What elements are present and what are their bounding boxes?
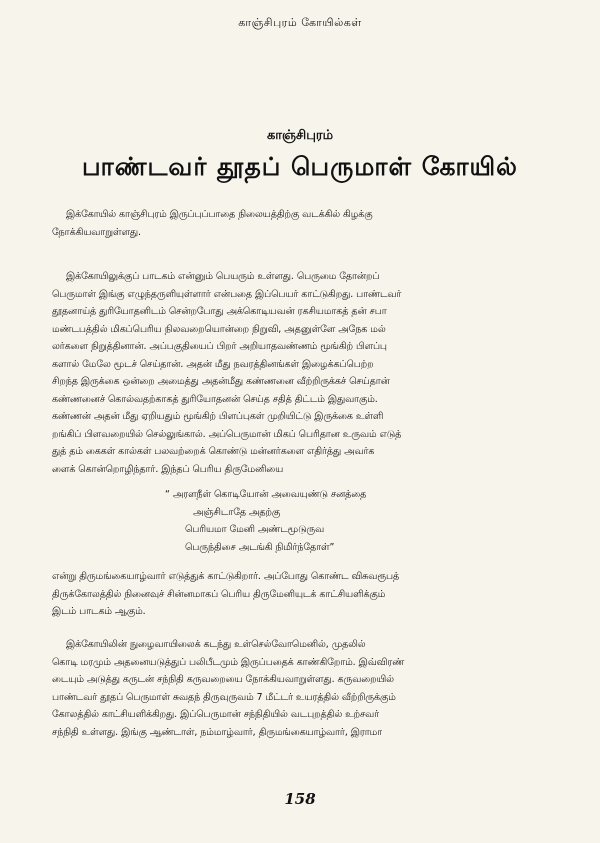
verse-line: பெருந்திசை அடங்கி நிமிர்ந்தோள்” [185, 541, 335, 553]
running-header: காஞ்சிபுரம் கோயில்கள் [238, 16, 362, 29]
paragraph-2 [52, 268, 558, 478]
verse-line: அஞ்சிடாதே அதற்கு [193, 506, 281, 518]
verse-line: “ அரளநீள் கொடியோன் அவையுண்டு சனத்தை [165, 489, 367, 500]
paragraph-line: சந்நிதி உள்ளது. இங்கு ஆண்டாள், நம்மாழ்வார், திருமங்கையாழ்வார், இராமா [52, 726, 383, 738]
paragraph-line: தூதனாய்த் துரியோதனிடம் சென்றபோது அக்கொடியவன் ரகசியமாகத் தன் சபா [52, 306, 387, 317]
paragraph-line: துத் தம் கைகள் கால்கள் பலவற்றைக் கொண்டு மன்னர்களை எதிர்த்து அவர்க [52, 446, 375, 457]
paragraph-line: இக்கோயிலுக்குப் பாடகம் என்னும் பெயரும் உள்ளது. பெருமை தோன்றப் [66, 271, 380, 282]
verse-line: பெரியமா மேனி அண்டமூடுருவ [185, 524, 325, 535]
paragraph-line: இடம் பாடகம் ஆகும். [52, 606, 146, 617]
paragraph-line: களால் மேலே மூடச் செய்தான். அதன் மீது நவரத்தினங்கள் இழைக்கப்பெற்ற [52, 358, 374, 370]
paragraph-line: மண்டபத்தில் மிகப்பெரிய நிலவறையொன்றை நிறுவி, அதனுள்ளே அநேக மல் [52, 323, 386, 335]
paragraph-1 [52, 206, 558, 241]
paragraph-3 [52, 568, 558, 621]
paragraph-line: பெருமாள் இங்கு எழுந்தருளியுள்ளார் என்பதை இப்பெயர் காட்டுகிறது. பாண்டவர் [52, 288, 402, 300]
paragraph-line: சிறந்த இருக்கை ஒன்றை அமைத்து அதன்மீது கண்ணனை வீற்றிருக்கச் செய்தான் [52, 376, 390, 387]
paragraph-line: கொடி மரமும் அதனையடுத்துப் பலிபீடமும் இருப்பதைக் காண்கிறோம். இவ்விரண் [52, 656, 405, 668]
page-number: 158 [284, 790, 316, 808]
paragraph-line: பாண்டவர் தூதப் பெருமாள் சுவதந் திருவுருவம் 7 மீட்டர் உயரத்தில் வீற்றிருக்கும் [52, 691, 396, 703]
page-title: பாண்டவர் தூதப் பெருமாள் கோயில் [82, 152, 518, 181]
paragraph-line: இக்கோயிலின் நுழைவாயிலைக் கடந்து உள்செல்வோமெனில், முதலில் [66, 639, 366, 650]
paragraph-line: லர்களை நிறுத்தினான். அப்பகுதியைப் பிறர் அறியாதவண்ணம் மூங்கிற் பிளப்பு [52, 341, 387, 352]
section-place-heading: காஞ்சிபுரம் [266, 128, 334, 143]
paragraph-line: கண்ணனைச் கொல்வதற்காகத் துரியோதனன் செய்த சதித் திட்டம் இதுவாகும். [52, 393, 378, 405]
paragraph-line: என்று திருமங்கையாழ்வார் எடுத்துக் காட்டுகிறார். அப்போது கொண்ட விசுவரூபத் [52, 571, 400, 582]
paragraph-line: திருக்கோலத்தில் நினைவுச் சின்னமாகப் பெரிய திருமேனியுடக் காட்சியளிக்கும் [52, 588, 386, 600]
paragraph-line: ளைக் கொன்றொழிந்தார். இந்தப் பெரிய திருமேனியை [52, 463, 284, 475]
verse-quote [165, 486, 505, 556]
paragraph-line: நோக்கியவாறுள்ளது. [52, 226, 142, 238]
paragraph-line: றங்கிப் பிளவறையில் செல்லுங்கால். அப்பெருமான் மிகப் பெரிதான உருவம் எடுத் [52, 428, 402, 440]
paragraph-line: டையும் அடுத்து கருடன் சந்நிதி கருவறையை நோக்கியவாறுள்ளது. கருவறையில் [52, 674, 394, 685]
paragraph-line: இக்கோயில் காஞ்சிபுரம் இருப்புப்பாதை நிலையத்திற்கு வடக்கில் கிழக்கு [66, 209, 373, 220]
paragraph-4 [52, 636, 558, 741]
paragraph-line: கண்ணன் அதன் மீது ஏறியதும் மூங்கிற் பிளப்புகள் முறியிட்டு இருக்கை உள்ளி [52, 411, 384, 422]
paragraph-line: கோலத்தில் காட்சியளிக்கிறது. இப்பெருமான் சந்நிதியில் வடபுறத்தில் உற்சவர் [52, 709, 380, 720]
